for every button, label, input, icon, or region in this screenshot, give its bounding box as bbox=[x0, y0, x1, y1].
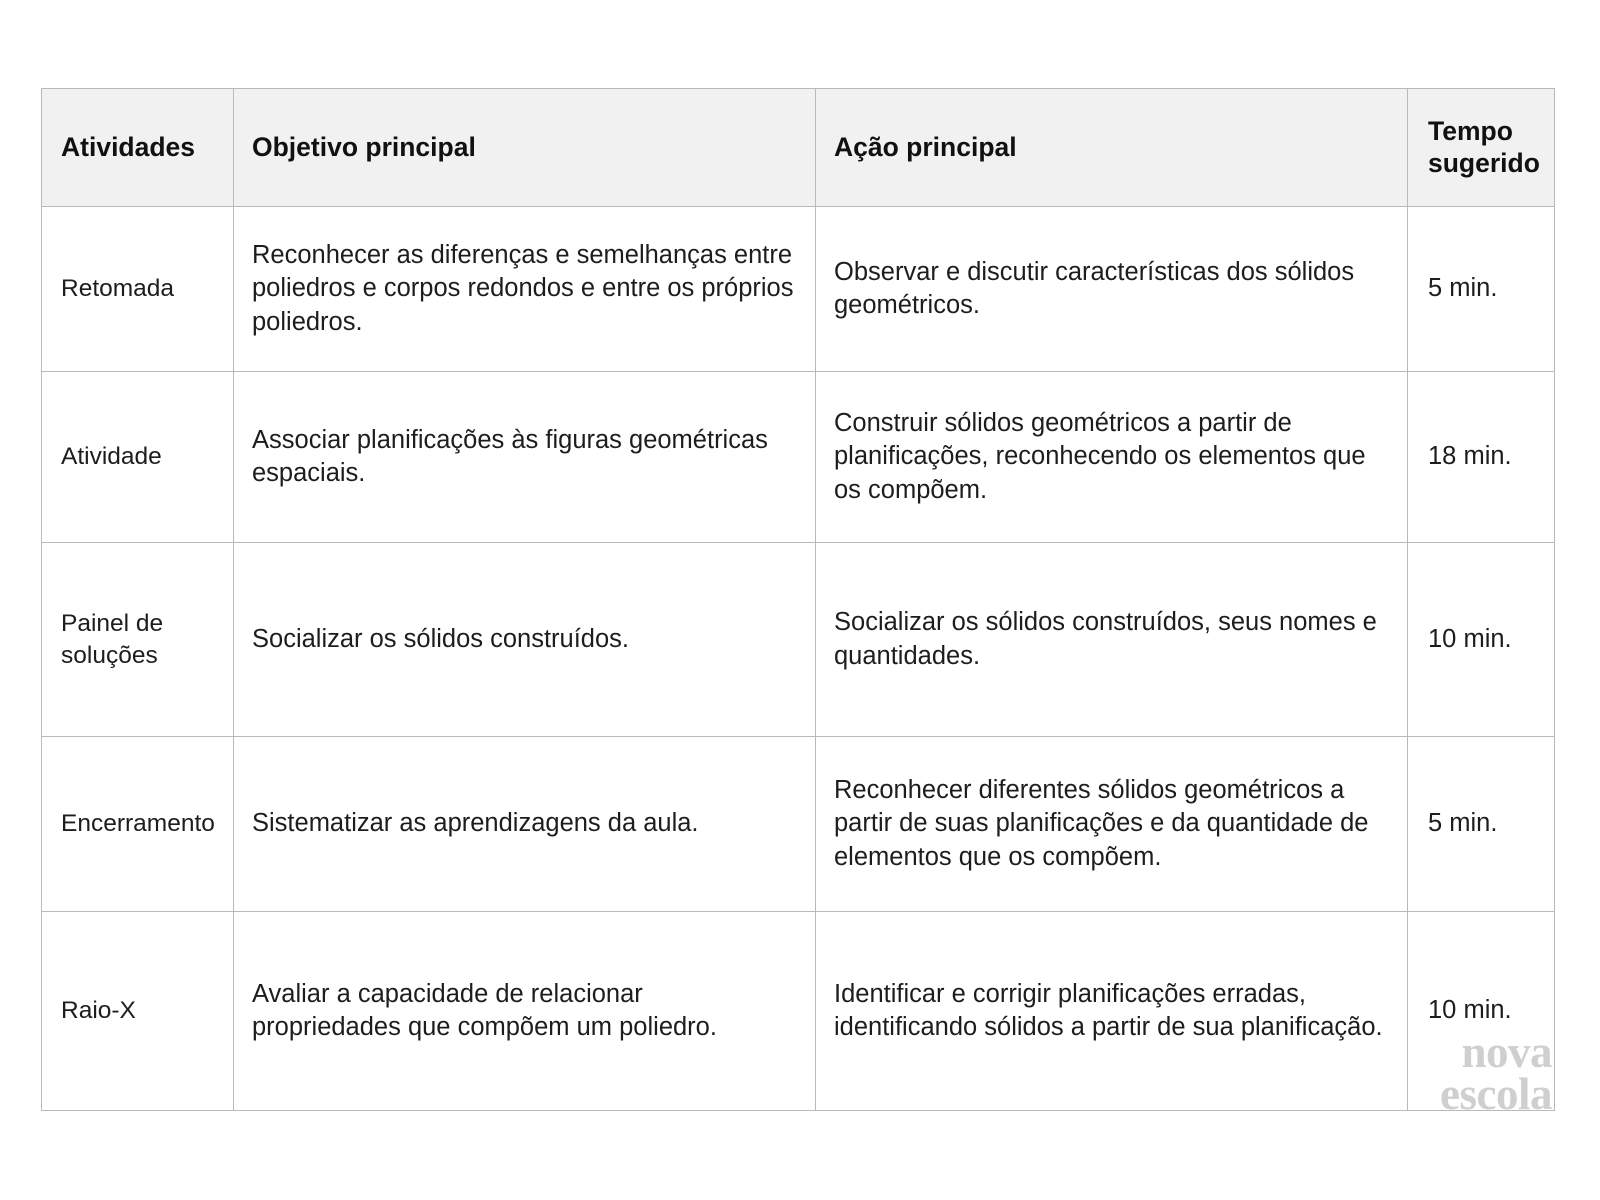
table-row bbox=[42, 207, 1555, 372]
cell-objetivo: Associar planificações às figuras geométricas espaciais. bbox=[234, 372, 816, 543]
cell-objetivo: Sistematizar as aprendizagens da aula. bbox=[234, 737, 816, 912]
column-header-tempo-sugerido: Tempo sugerido bbox=[1408, 89, 1555, 207]
cell-objetivo: Avaliar a capacidade de relacionar propriedades que compõem um poliedro. bbox=[234, 912, 816, 1111]
cell-atividade: Painel de soluções bbox=[42, 543, 234, 737]
activities-table bbox=[41, 88, 1555, 1111]
cell-acao: Reconhecer diferentes sólidos geométricos a partir de suas planificações e da quantidade de elementos que os compõem. bbox=[816, 737, 1408, 912]
cell-objetivo: Socializar os sólidos construídos. bbox=[234, 543, 816, 737]
cell-tempo: 10 min. bbox=[1408, 912, 1555, 1111]
cell-tempo: 10 min. bbox=[1408, 543, 1555, 737]
column-header-objetivo-principal: Objetivo principal bbox=[234, 89, 816, 207]
cell-tempo: 18 min. bbox=[1408, 372, 1555, 543]
cell-acao: Socializar os sólidos construídos, seus nomes e quantidades. bbox=[816, 543, 1408, 737]
logo-line-nova: nova bbox=[1461, 1027, 1552, 1077]
cell-acao: Construir sólidos geométricos a partir de planificações, reconhecendo os elementos que os compõem. bbox=[816, 372, 1408, 543]
nova-escola-logo bbox=[1332, 1027, 1552, 1119]
logo-line-escola: escola bbox=[1440, 1068, 1552, 1119]
table-body bbox=[42, 207, 1555, 1111]
table-header-row bbox=[42, 89, 1555, 207]
cell-atividade: Raio-X bbox=[42, 912, 234, 1111]
cell-acao: Observar e discutir características dos sólidos geométricos. bbox=[816, 207, 1408, 372]
table-row bbox=[42, 372, 1555, 543]
column-header-acao-principal: Ação principal bbox=[816, 89, 1408, 207]
table-row bbox=[42, 543, 1555, 737]
cell-tempo: 5 min. bbox=[1408, 737, 1555, 912]
cell-acao: Identificar e corrigir planificações erradas, identificando sólidos a partir de sua planificação. bbox=[816, 912, 1408, 1111]
cell-tempo: 5 min. bbox=[1408, 207, 1555, 372]
table-header bbox=[42, 89, 1555, 207]
cell-objetivo: Reconhecer as diferenças e semelhanças entre poliedros e corpos redondos e entre os próprios poliedros. bbox=[234, 207, 816, 372]
table-row bbox=[42, 737, 1555, 912]
column-header-atividades: Atividades bbox=[42, 89, 234, 207]
cell-atividade: Atividade bbox=[42, 372, 234, 543]
cell-atividade: Retomada bbox=[42, 207, 234, 372]
cell-atividade: Encerramento bbox=[42, 737, 234, 912]
activities-table-container bbox=[41, 88, 1554, 1111]
table-row bbox=[42, 912, 1555, 1111]
